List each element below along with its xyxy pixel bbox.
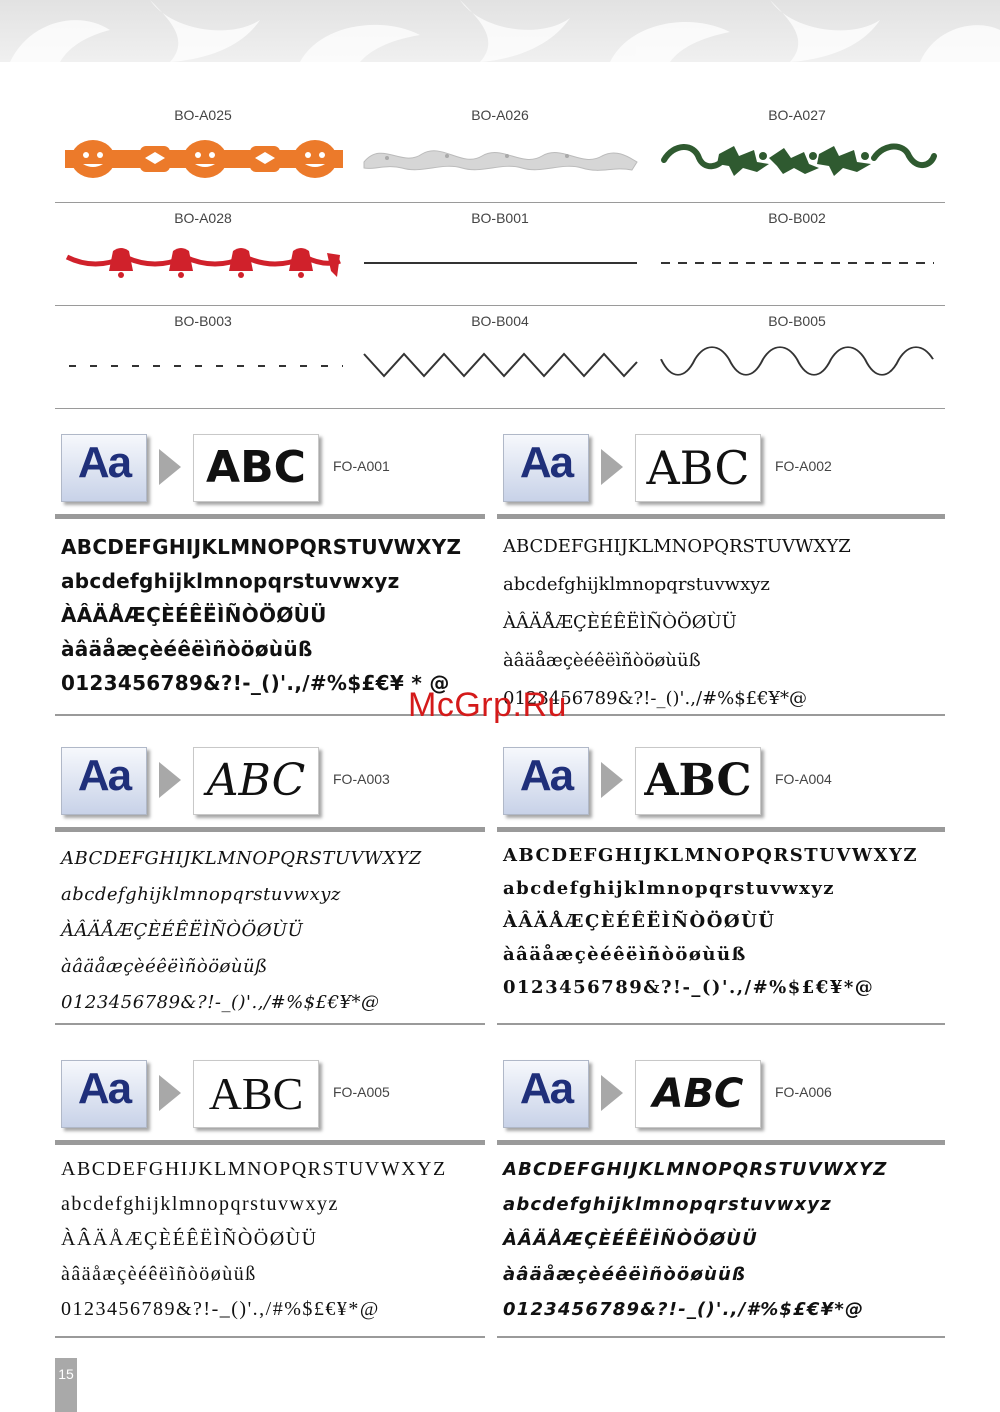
aa-preview bbox=[503, 747, 589, 815]
font-block-fo-a003 bbox=[55, 747, 485, 1013]
watermark: McGrp.Ru bbox=[408, 686, 567, 724]
sample-line: ABCDEFGHIJKLMNOPQRSTUVWXYZ bbox=[61, 535, 462, 559]
abc-preview bbox=[635, 747, 761, 815]
border-code: BO-A027 bbox=[768, 107, 826, 123]
aa-label: Aa bbox=[519, 438, 573, 487]
font-sample bbox=[61, 1152, 491, 1327]
aa-preview bbox=[503, 1060, 589, 1128]
sample-line: àâäåæçèéêëìñòöøùüß bbox=[61, 637, 313, 661]
sample-line: ABCDEFGHIJKLMNOPQRSTUVWXYZ bbox=[61, 1158, 447, 1180]
font-block-fo-a005 bbox=[55, 1060, 485, 1320]
aa-label: Aa bbox=[77, 1064, 131, 1113]
border-code: BO-B001 bbox=[471, 210, 529, 226]
sample-line: 0123456789&?!-_()'.,/#%$£€¥ * @ bbox=[61, 671, 450, 695]
sample-line: abcdefghijklmnopqrstuvwxyz bbox=[61, 1193, 339, 1215]
font-divider bbox=[55, 1336, 485, 1338]
sample-line: ABCDEFGHIJKLMNOPQRSTUVWXYZ bbox=[503, 1159, 888, 1180]
font-rule bbox=[497, 827, 945, 832]
solid-line-icon bbox=[362, 241, 642, 285]
border-cell-bo-a028 bbox=[55, 203, 351, 305]
font-sample bbox=[61, 530, 491, 700]
border-code: BO-A026 bbox=[471, 107, 529, 123]
abc-label: ABC bbox=[644, 755, 752, 806]
border-cell-bo-b002 bbox=[649, 203, 945, 305]
arrow-right-icon bbox=[159, 1075, 181, 1111]
sample-line: abcdefghijklmnopqrstuvwxyz bbox=[503, 878, 836, 899]
font-block-fo-a006 bbox=[497, 1060, 945, 1320]
border-row-1 bbox=[55, 100, 945, 203]
font-code: FO-A002 bbox=[775, 458, 832, 474]
font-rule bbox=[55, 1140, 485, 1145]
page-number-tab bbox=[55, 1358, 77, 1412]
holly-border-icon bbox=[659, 138, 939, 182]
abc-label: ABC bbox=[206, 755, 306, 806]
header-band bbox=[0, 0, 1000, 62]
sample-line: ÀÂÄÅÆÇÈÉÊËÌÑÒÖØÙÜ bbox=[503, 911, 776, 932]
font-header bbox=[55, 747, 485, 829]
font-block-fo-a004 bbox=[497, 747, 945, 998]
aa-label: Aa bbox=[519, 751, 573, 800]
scroll-ornament-icon bbox=[0, 0, 1000, 62]
font-divider bbox=[497, 1336, 945, 1338]
sample-line: ÀÂÄÅÆÇÈÉÊËÌÑÒÖØÙÜ bbox=[61, 1228, 318, 1250]
border-cell-bo-a026 bbox=[352, 100, 648, 202]
sample-line: ÀÂÄÅÆÇÈÉÊËÌÑÒÖØÙÜ bbox=[61, 603, 327, 627]
sample-line: 0123456789&?!-_()'.,/#%$£€¥*@ bbox=[503, 1299, 865, 1320]
sample-line: ABCDEFGHIJKLMNOPQRSTUVWXYZ bbox=[503, 536, 851, 557]
sample-line: 0123456789&?!-_()'.,/#%$£€¥*@ bbox=[61, 992, 380, 1013]
border-cell-bo-b005 bbox=[649, 306, 945, 408]
sample-line: 0123456789&?!-_()'.,/#%$£€¥*@ bbox=[503, 688, 808, 709]
arrow-right-icon bbox=[601, 762, 623, 798]
font-code: FO-A005 bbox=[333, 1084, 390, 1100]
aa-label: Aa bbox=[77, 438, 131, 487]
sample-line: abcdefghijklmnopqrstuvwxyz bbox=[61, 569, 400, 593]
font-code: FO-A001 bbox=[333, 458, 390, 474]
sample-line: 0123456789&?!-_()'.,/#%$£€¥*@ bbox=[61, 1298, 380, 1320]
border-code: BO-B003 bbox=[174, 313, 232, 329]
sample-line: àâäåæçèéêëìñòöøùüß bbox=[503, 944, 747, 965]
zigzag-line-icon bbox=[362, 344, 642, 388]
font-header bbox=[497, 747, 945, 829]
border-samples bbox=[55, 100, 945, 409]
border-code: BO-A025 bbox=[174, 107, 232, 123]
font-sample bbox=[503, 839, 933, 1004]
sample-line: abcdefghijklmnopqrstuvwxyz bbox=[503, 1194, 832, 1215]
font-code: FO-A003 bbox=[333, 771, 390, 787]
sample-line: ABCDEFGHIJKLMNOPQRSTUVWXYZ bbox=[61, 848, 422, 869]
bell-ribbon-border-icon bbox=[65, 241, 345, 285]
sample-line: abcdefghijklmnopqrstuvwxyz bbox=[503, 574, 770, 595]
abc-preview bbox=[635, 1060, 761, 1128]
ghost-border-icon bbox=[362, 138, 642, 182]
font-sample bbox=[503, 528, 933, 718]
font-code: FO-A006 bbox=[775, 1084, 832, 1100]
sample-line: àâäåæçèéêëìñòöøùüß bbox=[61, 1263, 257, 1285]
sample-line: àâäåæçèéêëìñòöøùüß bbox=[503, 1264, 747, 1285]
page-number: 15 bbox=[58, 1366, 74, 1382]
font-header bbox=[55, 1060, 485, 1142]
font-rule bbox=[55, 514, 485, 519]
border-code: BO-B004 bbox=[471, 313, 529, 329]
sample-line: ABCDEFGHIJKLMNOPQRSTUVWXYZ bbox=[503, 845, 919, 866]
abc-label: ABC bbox=[646, 441, 750, 495]
border-cell-bo-b004 bbox=[352, 306, 648, 408]
sample-line: àâäåæçèéêëìñòöøùüß bbox=[61, 956, 268, 977]
abc-preview bbox=[635, 434, 761, 502]
border-row-2 bbox=[55, 203, 945, 306]
border-code: BO-B005 bbox=[768, 313, 826, 329]
font-rule bbox=[55, 827, 485, 832]
aa-preview bbox=[61, 747, 147, 815]
font-block-fo-a002 bbox=[497, 434, 945, 709]
border-cell-bo-b001 bbox=[352, 203, 648, 305]
font-code: FO-A004 bbox=[775, 771, 832, 787]
sample-line: ÀÂÄÅÆÇÈÉÊËÌÑÒÖØÙÜ bbox=[503, 1229, 758, 1250]
aa-preview bbox=[61, 434, 147, 502]
abc-label: ABC bbox=[652, 1071, 744, 1117]
sample-line: 0123456789&?!-_()'.,/#%$£€¥*@ bbox=[503, 977, 875, 998]
sample-line: ÀÂÄÅÆÇÈÉÊËÌÑÒÖØÙÜ bbox=[61, 920, 304, 941]
border-row-3 bbox=[55, 306, 945, 409]
border-cell-bo-a025 bbox=[55, 100, 351, 202]
arrow-right-icon bbox=[601, 1075, 623, 1111]
dashed-line-icon bbox=[659, 241, 939, 285]
font-rule bbox=[497, 1140, 945, 1145]
abc-preview bbox=[193, 434, 319, 502]
aa-label: Aa bbox=[519, 1064, 573, 1113]
font-header bbox=[497, 434, 945, 516]
arrow-right-icon bbox=[159, 449, 181, 485]
aa-preview bbox=[503, 434, 589, 502]
font-divider bbox=[55, 1023, 485, 1025]
font-sample bbox=[503, 1152, 933, 1327]
font-rule bbox=[497, 514, 945, 519]
font-divider bbox=[497, 1023, 945, 1025]
border-code: BO-B002 bbox=[768, 210, 826, 226]
abc-preview bbox=[193, 747, 319, 815]
border-cell-bo-b003 bbox=[55, 306, 351, 408]
font-block-fo-a001 bbox=[55, 434, 485, 695]
long-dashed-line-icon bbox=[65, 344, 345, 388]
aa-label: Aa bbox=[77, 751, 131, 800]
pumpkin-border-icon bbox=[65, 138, 345, 182]
abc-preview bbox=[193, 1060, 319, 1128]
arrow-right-icon bbox=[159, 762, 181, 798]
border-cell-bo-a027 bbox=[649, 100, 945, 202]
abc-label: ABC bbox=[208, 1068, 304, 1119]
font-header bbox=[497, 1060, 945, 1142]
abc-label: ABC bbox=[206, 442, 306, 493]
aa-preview bbox=[61, 1060, 147, 1128]
sample-line: abcdefghijklmnopqrstuvwxyz bbox=[61, 884, 341, 905]
wave-line-icon bbox=[659, 344, 939, 388]
sample-line: ÀÂÄÅÆÇÈÉÊËÌÑÒÖØÙÜ bbox=[503, 612, 737, 633]
border-code: BO-A028 bbox=[174, 210, 232, 226]
font-header bbox=[55, 434, 485, 516]
font-sample bbox=[61, 841, 491, 1021]
arrow-right-icon bbox=[601, 449, 623, 485]
sample-line: àâäåæçèéêëìñòöøùüß bbox=[503, 650, 701, 671]
